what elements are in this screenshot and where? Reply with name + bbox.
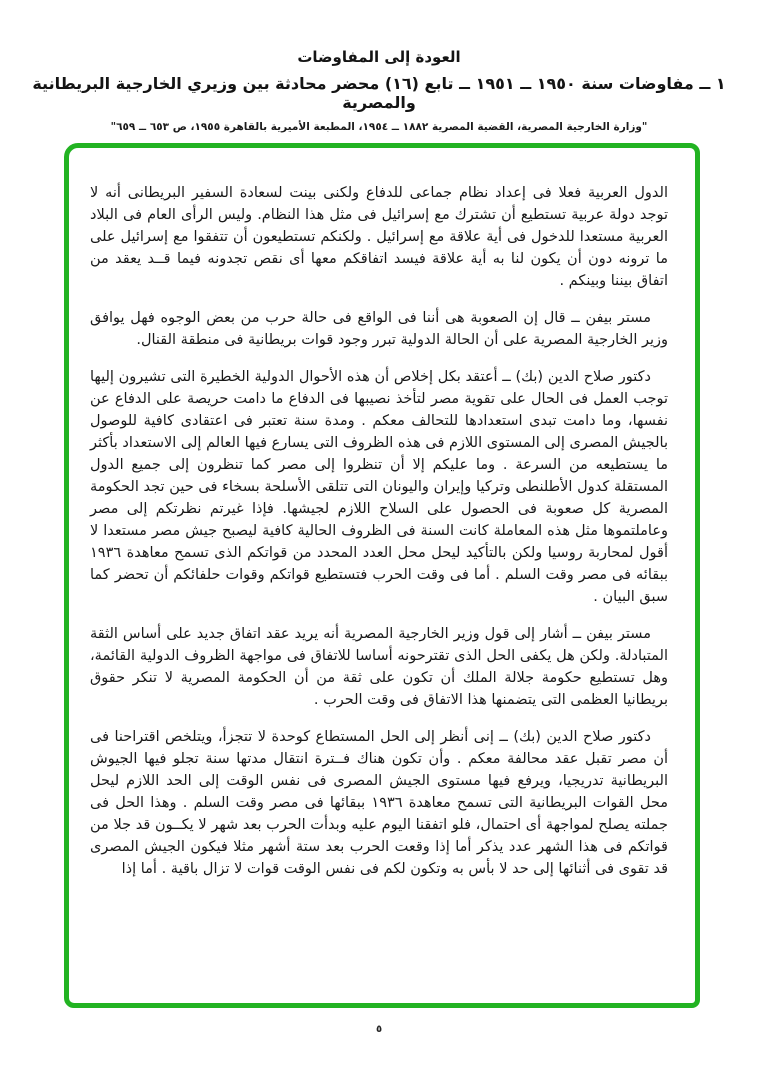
- paragraph-salah-eldin-2: دكتور صلاح الدين (بك) ــ إنى أنظر إلى الحل المستطاع كوحدة لا تتجزأ، ويتلخص اقتراحنا فى أن مصر تقبل عقد محالفة معكم . وأن تكون هناك فــترة انتقال مدتها سنة تجلو فيها الجيوش البريطانية تدريجيا، ويرفع فيها مستوى الجيش المصرى فى نفس الوقت إلى الحد اللازم ليحل محل القوات البريطانية التى تسمح معاهدة ١٩٣٦ ببقائها فى مصر وقت السلم . وهذا الحل فى جملته يصلح لمواجهة أى احتمال، فلو اتفقنا اليوم عليه وبدأت الحرب بعد شهر لا يكــون قد جلا من قواتكم فى هذا الشهر عدد يذكر أما إذا وقعت الحرب بعد ستة أشهر مثلا فيكون الجيش المصرى قد تقوى فى أثنائها إلى حد لا بأس به وتكون لكم فى نفس الوقت قوات لا تزال باقية . أما إذا: [90, 729, 668, 877]
- page-number: ٥: [375, 1024, 383, 1035]
- page-header: [0, 48, 758, 133]
- paragraph-bevin-1: مستر بيفن ــ قال إن الصعوبة هى أننا فى الواقع فى حالة حرب من بعض الوجوه فهل يوافق وزير الخارجية المصرية على أن الحالة الدولية تبرر وجود قوات بريطانية فى منطقة القنال.: [90, 310, 668, 348]
- document-body: [90, 182, 668, 895]
- paragraph-bevin-2: مستر بيفن ــ أشار إلى قول وزير الخارجية المصرية أنه يريد عقد اتفاق جديد على أساس الثقة المتبادلة. ولكن هل يكفى الحل الذى تقترحونه أساسا للاتفاق فى مواجهة الظروف الدولية القائمة، وهل تستطيع حكومة جلالة الملك أن تكون على ثقة من أن الحكومة المصرية لا تنكر حقوق بريطانيا العظمى التى يتضمنها هذا الاتفاق فى وقت الحرب .: [90, 626, 668, 708]
- source-citation: "وزارة الخارجية المصرية، القضية المصرية ١٨٨٢ ــ ١٩٥٤، المطبعة الأميرية بالقاهرة ١٩٥٥، ص ٦٥٣ ــ ٦٥٩": [110, 121, 648, 133]
- document-heading: ١ ــ مفاوضات سنة ١٩٥٠ ــ ١٩٥١ ــ تابع (١٦) محضر محادثة بين وزيري الخارجية البريطانية والمصرية: [32, 74, 726, 112]
- highlight-annotation-box: [64, 143, 700, 1008]
- paragraph-salah-eldin-1: دكتور صلاح الدين (بك) ــ أعتقد بكل إخلاص أن هذه الأحوال الدولية الخطيرة التى تشيرون إليها توجب العمل فى الحال على تقوية مصر لتأخذ نصيبها فى الدفاع ما دامت حريصة على الدفاع عن نفسها، وما دامت تبدى استعدادها للتحالف معكم . ومدة سنة تعتبر فى اعتقادى كافية للوصول بالجيش المصرى إلى المستوى اللازم فى هذه الظروف التى يسارع فيها العالم إلى الاستعداد بأكثر ما يستطيعه من السرعة . وما عليكم إلا أن تنظروا إلى مصر كما تنظرون إلى جميع الدول المستقلة كدول الأطلنطى وتركيا وإيران واليونان التى تتلقى الأسلحة بسخاء فى حين تجد الحكومة المصرية كل صعوبة فى الحصول على السلاح اللازم لجيشها. فإذا غيرتم نظرتكم إلى مصر وعاملتموها مثل هذه المعاملة كانت السنة فى الظروف الحالية كافية ليصبح جيش مصر مستعدا لا أقول لمحاربة روسيا ولكن بالتأكيد ليحل محل العدد المحدد من قواتكم الذى تسمح معاهدة ١٩٣٦ ببقائه فى مصر وقت السلم . أما فى وقت الحرب فتستطيع قواتكم وقوات حلفائكم أن تحضر كما سبق البيان .: [90, 369, 668, 605]
- page-title: العودة إلى المفاوضات: [297, 48, 461, 66]
- paragraph-intro: الدول العربية فعلا فى إعداد نظام جماعى للدفاع ولكنى بينت لسعادة السفير البريطانى أنه لا توجد دولة عربية تستطيع أن تشترك مع إسرائيل فى مثل هذا النظام. وليس الرأى العام فى البلاد العربية مستعدا للدخول فى أية علاقة مع إسرائيل . ولكنكم تستطيعون أن تتفقوا مع إسرائيل على ما ترونه دون أن يكون لنا به أية علاقة فيسد اتفاقكم معها أى نقص تجدونه فيما قــد يعقد من اتفاق بيننا وبينكم .: [90, 185, 668, 289]
